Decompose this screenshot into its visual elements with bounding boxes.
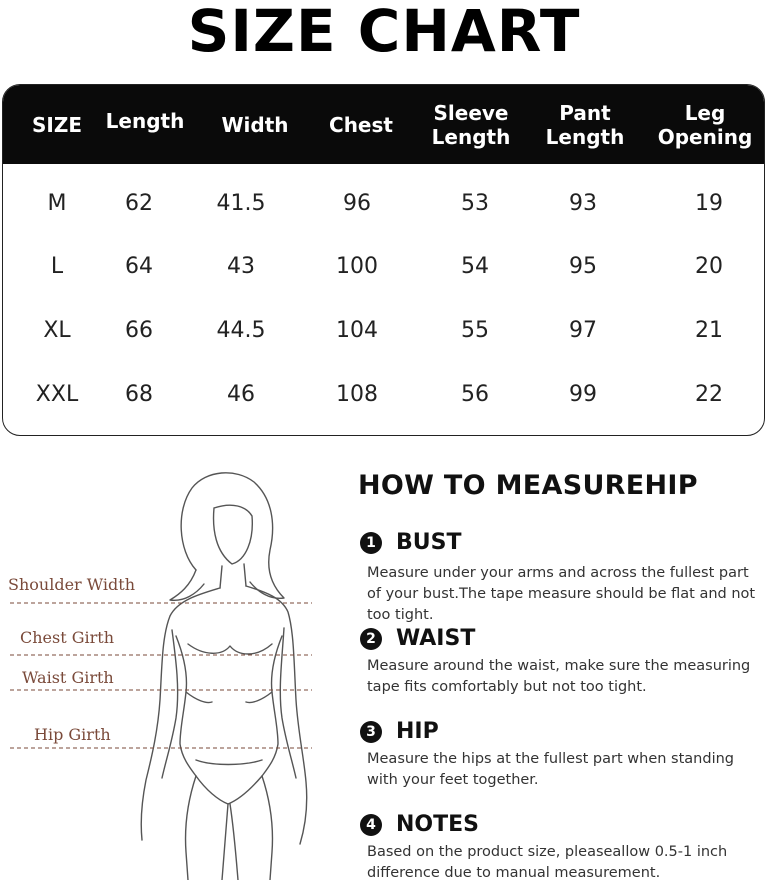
section-bust-text: Measure under your arms and across the fullest part of your bust.The tape measure should be flat and not too tight.	[367, 565, 756, 623]
how-to-measure-heading: HOW TO MEASUREHIP	[358, 470, 698, 501]
hip-girth-label: Hip Girth	[34, 725, 111, 744]
number-badge: 3	[360, 721, 382, 743]
cell-pant-length: 97	[569, 317, 597, 343]
section-waist-header	[360, 626, 475, 651]
cell-sleeve-length: 56	[461, 381, 489, 407]
waist-girth-label: Waist Girth	[22, 668, 114, 687]
header-size: SIZE	[31, 112, 82, 137]
cell-length: 62	[125, 190, 153, 216]
section-hip-text: Measure the hips at the fullest part when standing with your feet together.	[367, 751, 734, 788]
cell-length: 68	[125, 381, 153, 407]
header-pant-length: Pant Length	[545, 100, 625, 149]
cell-length: 64	[125, 253, 153, 279]
cell-size: XXL	[35, 381, 79, 407]
cell-size: L	[50, 253, 64, 279]
section-waist-text: Measure around the waist, make sure the measuring tape fits comfortably but not too tight.	[367, 658, 751, 695]
section-title: HIP	[396, 719, 439, 744]
cell-leg-opening: 20	[695, 253, 723, 279]
cell-sleeve-length: 53	[461, 190, 489, 216]
table-header	[3, 85, 764, 164]
cell-sleeve-length: 54	[461, 253, 489, 279]
cell-chest: 100	[336, 253, 378, 279]
cell-pant-length: 95	[569, 253, 597, 279]
cell-size: M	[47, 190, 67, 216]
cell-width: 44.5	[216, 317, 266, 343]
size-chart-table	[2, 84, 765, 436]
cell-length: 66	[125, 317, 153, 343]
body-measurement-figure	[0, 460, 330, 880]
cell-chest: 108	[336, 381, 378, 407]
header-sleeve-length: Sleeve Length	[431, 100, 511, 149]
cell-chest: 104	[336, 317, 378, 343]
chest-girth-label: Chest Girth	[20, 628, 115, 647]
cell-width: 41.5	[216, 190, 266, 216]
number-badge: 4	[360, 814, 382, 836]
cell-width: 46	[227, 381, 255, 407]
header-chest: Chest	[329, 112, 393, 137]
section-hip-header	[360, 719, 439, 744]
header-width: Width	[221, 112, 289, 137]
cell-leg-opening: 22	[695, 381, 723, 407]
section-notes-header	[360, 812, 479, 837]
section-title: BUST	[396, 530, 462, 555]
section-title: WAIST	[396, 626, 476, 651]
page-title: SIZE CHART	[187, 0, 581, 65]
header-length: Length	[105, 108, 185, 133]
section-bust-header	[360, 530, 461, 555]
section-title: NOTES	[396, 812, 479, 837]
cell-size: XL	[43, 317, 71, 343]
header-leg-opening: Leg Opening	[657, 100, 753, 149]
section-notes-text: Based on the product size, pleaseallow 0.5-1 inch difference due to manual measurement.	[367, 844, 728, 881]
number-badge: 1	[360, 532, 382, 554]
cell-width: 43	[227, 253, 255, 279]
cell-leg-opening: 19	[695, 190, 723, 216]
cell-chest: 96	[343, 190, 371, 216]
number-badge: 2	[360, 628, 382, 650]
cell-sleeve-length: 55	[461, 317, 489, 343]
cell-leg-opening: 21	[695, 317, 723, 343]
cell-pant-length: 99	[569, 381, 597, 407]
shoulder-width-label: Shoulder Width	[8, 575, 136, 594]
cell-pant-length: 93	[569, 190, 597, 216]
